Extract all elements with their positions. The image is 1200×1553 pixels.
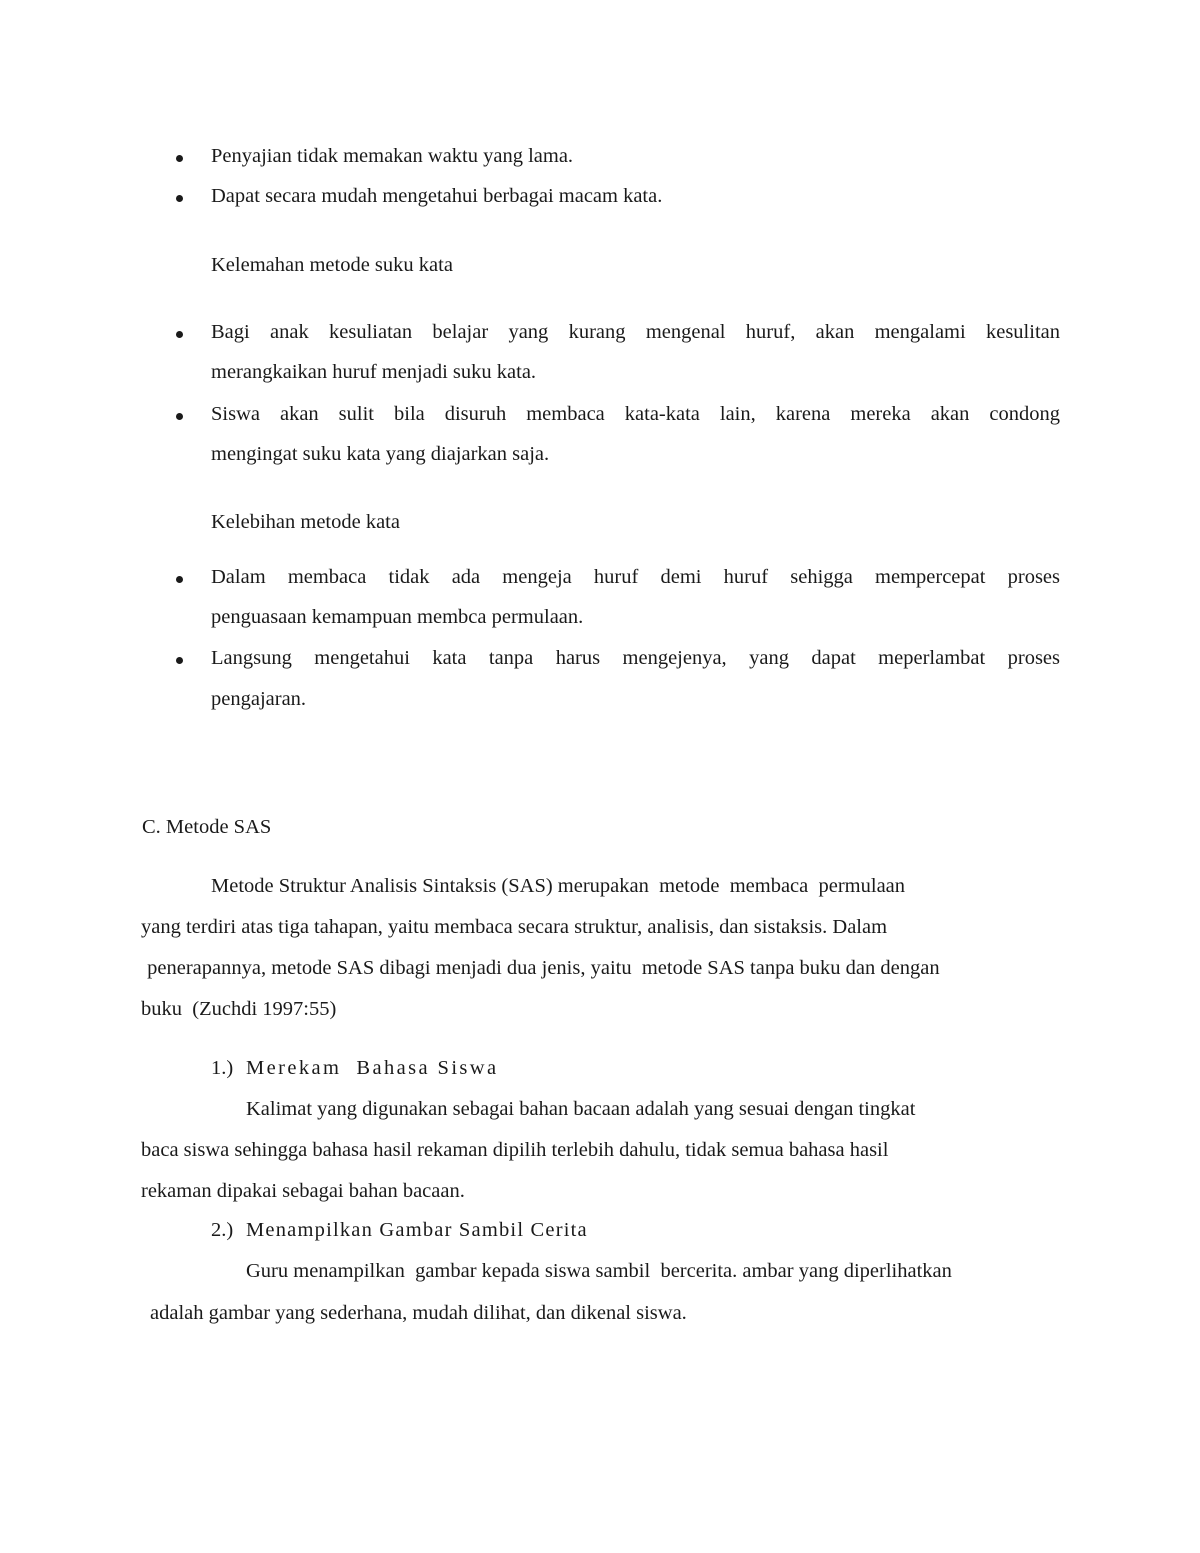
list-item-line: Bagi anak kesuliatan belajar yang kurang mengenal huruf, akan mengalami kesulitan — [211, 321, 1060, 343]
list-item-line: mengingat suku kata yang diajarkan saja. — [211, 443, 550, 465]
paragraph-line: baca siswa sehingga bahasa hasil rekaman dipilih terlebih dahulu, tidak semua bahasa hasil — [141, 1139, 889, 1161]
list-item-line: merangkaikan huruf menjadi suku kata. — [211, 361, 537, 383]
paragraph-line: rekaman dipakai sebagai bahan bacaan. — [141, 1180, 465, 1202]
paragraph-line: adalah gambar yang sederhana, mudah dilihat, dan dikenal siswa. — [150, 1302, 687, 1324]
bullet-icon — [176, 155, 183, 162]
list-item: Penyajian tidak memakan waktu yang lama. — [211, 145, 574, 167]
paragraph-line: Guru menampilkan gambar kepada siswa sambil bercerita. ambar yang diperlihatkan — [246, 1260, 952, 1282]
step-number: 1.) — [211, 1057, 234, 1079]
paragraph-line: yang terdiri atas tiga tahapan, yaitu membaca secara struktur, analisis, dan sistaksis. Dalam — [141, 916, 888, 938]
bullet-icon — [176, 657, 183, 664]
section-heading: C. Metode SAS — [142, 816, 272, 838]
paragraph-line: penerapannya, metode SAS dibagi menjadi dua jenis, yaitu metode SAS tanpa buku dan dengan — [142, 957, 940, 979]
weakness-heading: Kelemahan metode suku kata — [211, 254, 453, 276]
paragraph-line: Kalimat yang digunakan sebagai bahan bacaan adalah yang sesuai dengan tingkat — [246, 1098, 916, 1120]
list-item-line: penguasaan kemampuan membca permulaan. — [211, 606, 584, 628]
step-title: Merekam Bahasa Siswa — [246, 1057, 499, 1079]
list-item-line: Dalam membaca tidak ada mengeja huruf demi huruf sehigga mempercepat proses — [211, 566, 1060, 588]
step-number: 2.) — [211, 1219, 234, 1241]
list-item-line: Langsung mengetahui kata tanpa harus mengejenya, yang dapat meperlambat proses — [211, 647, 1060, 669]
bullet-icon — [176, 331, 183, 338]
bullet-icon — [176, 576, 183, 583]
bullet-icon — [176, 413, 183, 420]
list-item-line: pengajaran. — [211, 688, 307, 710]
paragraph-line: Metode Struktur Analisis Sintaksis (SAS) merupakan metode membaca permulaan — [211, 875, 906, 897]
step-title: Menampilkan Gambar Sambil Cerita — [246, 1219, 588, 1241]
list-item-line: Siswa akan sulit bila disuruh membaca kata-kata lain, karena mereka akan condong — [211, 403, 1060, 425]
bullet-icon — [176, 195, 183, 202]
list-item: Dapat secara mudah mengetahui berbagai macam kata. — [211, 185, 663, 207]
strength-heading: Kelebihan metode kata — [211, 511, 400, 533]
paragraph-line: buku (Zuchdi 1997:55) — [141, 998, 337, 1020]
